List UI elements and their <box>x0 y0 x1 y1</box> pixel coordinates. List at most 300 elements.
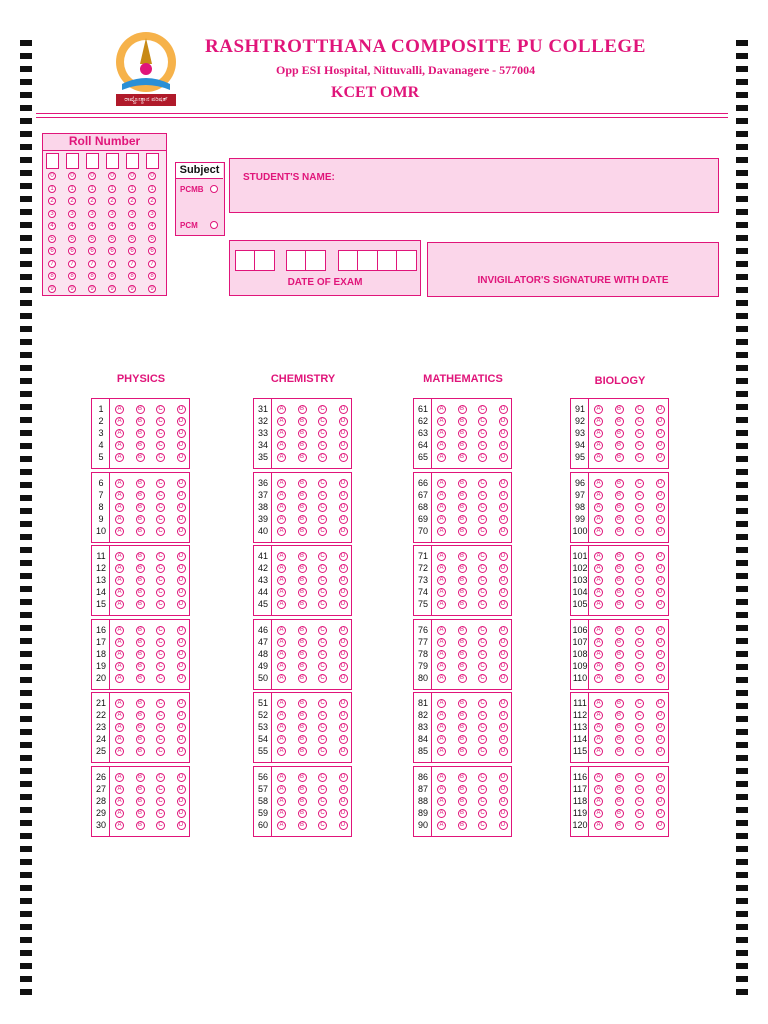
roll-digit-bubble[interactable]: 8 <box>48 272 56 280</box>
answer-bubble[interactable]: A <box>277 479 286 488</box>
answer-bubble[interactable]: C <box>478 723 487 732</box>
answer-bubble[interactable]: B <box>136 699 145 708</box>
answer-bubble[interactable]: C <box>318 564 327 573</box>
answer-bubble[interactable]: D <box>499 674 508 683</box>
answer-bubble[interactable]: A <box>277 662 286 671</box>
answer-bubble[interactable]: A <box>594 797 603 806</box>
answer-bubble[interactable]: C <box>318 809 327 818</box>
answer-bubble[interactable]: A <box>594 564 603 573</box>
answer-bubble[interactable]: B <box>298 699 307 708</box>
answer-bubble[interactable]: A <box>594 735 603 744</box>
answer-bubble[interactable]: C <box>156 773 165 782</box>
answer-bubble[interactable]: D <box>339 809 348 818</box>
answer-bubble[interactable]: D <box>656 735 665 744</box>
answer-bubble[interactable]: C <box>635 515 644 524</box>
answer-bubble[interactable]: A <box>115 405 124 414</box>
answer-bubble[interactable]: C <box>318 626 327 635</box>
roll-digit-bubble[interactable]: 4 <box>88 222 96 230</box>
roll-digit-bubble[interactable]: 7 <box>68 260 76 268</box>
answer-bubble[interactable]: D <box>656 429 665 438</box>
answer-bubble[interactable]: C <box>156 600 165 609</box>
answer-bubble[interactable]: D <box>177 773 186 782</box>
roll-digit-bubble[interactable]: 5 <box>128 235 136 243</box>
answer-bubble[interactable]: A <box>594 662 603 671</box>
answer-bubble[interactable]: C <box>478 638 487 647</box>
roll-digit-bubble[interactable]: 6 <box>128 247 136 255</box>
roll-digit-bubble[interactable]: 2 <box>48 197 56 205</box>
roll-digit-bubble[interactable]: 8 <box>88 272 96 280</box>
answer-bubble[interactable]: B <box>136 650 145 659</box>
answer-bubble[interactable]: D <box>499 576 508 585</box>
answer-bubble[interactable]: B <box>458 674 467 683</box>
answer-bubble[interactable]: D <box>339 515 348 524</box>
subject-bubble-pcmb[interactable] <box>210 185 218 193</box>
answer-bubble[interactable]: C <box>156 588 165 597</box>
answer-bubble[interactable]: C <box>478 588 487 597</box>
answer-bubble[interactable]: C <box>478 441 487 450</box>
answer-bubble[interactable]: A <box>277 699 286 708</box>
answer-bubble[interactable]: D <box>339 588 348 597</box>
answer-bubble[interactable]: C <box>318 797 327 806</box>
answer-bubble[interactable]: A <box>277 809 286 818</box>
answer-bubble[interactable]: D <box>499 417 508 426</box>
answer-bubble[interactable]: A <box>594 723 603 732</box>
answer-bubble[interactable]: A <box>277 453 286 462</box>
answer-bubble[interactable]: D <box>339 735 348 744</box>
answer-bubble[interactable]: D <box>177 821 186 830</box>
answer-bubble[interactable]: A <box>437 491 446 500</box>
answer-bubble[interactable]: D <box>656 491 665 500</box>
answer-bubble[interactable]: A <box>115 491 124 500</box>
answer-bubble[interactable]: C <box>156 503 165 512</box>
roll-digit-bubble[interactable]: 6 <box>88 247 96 255</box>
answer-bubble[interactable]: B <box>458 723 467 732</box>
answer-bubble[interactable]: C <box>635 699 644 708</box>
answer-bubble[interactable]: C <box>318 405 327 414</box>
answer-bubble[interactable]: B <box>136 638 145 647</box>
answer-bubble[interactable]: D <box>656 821 665 830</box>
roll-digit-bubble[interactable]: 8 <box>108 272 116 280</box>
answer-bubble[interactable]: D <box>656 797 665 806</box>
answer-bubble[interactable]: A <box>594 576 603 585</box>
answer-bubble[interactable]: B <box>136 821 145 830</box>
answer-bubble[interactable]: D <box>499 809 508 818</box>
answer-bubble[interactable]: C <box>635 821 644 830</box>
answer-bubble[interactable]: A <box>115 662 124 671</box>
answer-bubble[interactable]: D <box>499 600 508 609</box>
answer-bubble[interactable]: D <box>177 588 186 597</box>
answer-bubble[interactable]: D <box>339 711 348 720</box>
answer-bubble[interactable]: A <box>277 405 286 414</box>
answer-bubble[interactable]: B <box>458 773 467 782</box>
answer-bubble[interactable]: B <box>615 588 624 597</box>
answer-bubble[interactable]: A <box>115 429 124 438</box>
answer-bubble[interactable]: C <box>318 491 327 500</box>
answer-bubble[interactable]: B <box>298 773 307 782</box>
answer-bubble[interactable]: A <box>594 453 603 462</box>
answer-bubble[interactable]: D <box>177 662 186 671</box>
roll-digit-bubble[interactable]: 3 <box>68 210 76 218</box>
answer-bubble[interactable]: D <box>656 626 665 635</box>
roll-digit-bubble[interactable]: 3 <box>88 210 96 218</box>
answer-bubble[interactable]: C <box>318 821 327 830</box>
roll-digit-bubble[interactable]: 5 <box>148 235 156 243</box>
answer-bubble[interactable]: B <box>458 576 467 585</box>
answer-bubble[interactable]: B <box>615 453 624 462</box>
answer-bubble[interactable]: D <box>177 405 186 414</box>
answer-bubble[interactable]: D <box>499 503 508 512</box>
invigilator-signature-field[interactable] <box>427 242 719 297</box>
answer-bubble[interactable]: B <box>615 773 624 782</box>
answer-bubble[interactable]: A <box>437 527 446 536</box>
answer-bubble[interactable]: C <box>478 429 487 438</box>
roll-digit-bubble[interactable]: 1 <box>48 185 56 193</box>
answer-bubble[interactable]: B <box>615 723 624 732</box>
answer-bubble[interactable]: A <box>277 626 286 635</box>
answer-bubble[interactable]: A <box>437 626 446 635</box>
answer-bubble[interactable]: B <box>615 797 624 806</box>
answer-bubble[interactable]: B <box>615 638 624 647</box>
answer-bubble[interactable]: C <box>635 503 644 512</box>
answer-bubble[interactable]: D <box>499 797 508 806</box>
answer-bubble[interactable]: C <box>635 552 644 561</box>
answer-bubble[interactable]: B <box>298 747 307 756</box>
roll-digit-bubble[interactable]: 9 <box>148 285 156 293</box>
answer-bubble[interactable]: B <box>136 552 145 561</box>
answer-bubble[interactable]: D <box>177 650 186 659</box>
answer-bubble[interactable]: A <box>277 429 286 438</box>
answer-bubble[interactable]: D <box>656 785 665 794</box>
answer-bubble[interactable]: B <box>136 626 145 635</box>
roll-digit-bubble[interactable]: 0 <box>128 172 136 180</box>
answer-bubble[interactable]: A <box>115 735 124 744</box>
answer-bubble[interactable]: B <box>298 711 307 720</box>
answer-bubble[interactable]: A <box>437 453 446 462</box>
answer-bubble[interactable]: A <box>594 552 603 561</box>
answer-bubble[interactable]: A <box>115 600 124 609</box>
answer-bubble[interactable]: A <box>437 479 446 488</box>
answer-bubble[interactable]: C <box>156 564 165 573</box>
answer-bubble[interactable]: C <box>478 674 487 683</box>
answer-bubble[interactable]: C <box>156 515 165 524</box>
answer-bubble[interactable]: B <box>136 588 145 597</box>
roll-digit-bubble[interactable]: 1 <box>108 185 116 193</box>
answer-bubble[interactable]: A <box>437 650 446 659</box>
answer-bubble[interactable]: B <box>615 405 624 414</box>
answer-bubble[interactable]: C <box>156 747 165 756</box>
answer-bubble[interactable]: C <box>318 527 327 536</box>
answer-bubble[interactable]: A <box>277 747 286 756</box>
roll-digit-bubble[interactable]: 3 <box>48 210 56 218</box>
date-year-3[interactable] <box>377 250 398 271</box>
answer-bubble[interactable]: A <box>437 405 446 414</box>
answer-bubble[interactable]: A <box>115 527 124 536</box>
answer-bubble[interactable]: C <box>156 453 165 462</box>
answer-bubble[interactable]: B <box>615 527 624 536</box>
answer-bubble[interactable]: A <box>277 527 286 536</box>
answer-bubble[interactable]: B <box>458 564 467 573</box>
answer-bubble[interactable]: D <box>656 809 665 818</box>
roll-digit-bubble[interactable]: 5 <box>68 235 76 243</box>
answer-bubble[interactable]: A <box>115 626 124 635</box>
answer-bubble[interactable]: B <box>615 503 624 512</box>
roll-digit-bubble[interactable]: 6 <box>148 247 156 255</box>
answer-bubble[interactable]: C <box>318 650 327 659</box>
answer-bubble[interactable]: B <box>458 626 467 635</box>
answer-bubble[interactable]: B <box>298 453 307 462</box>
answer-bubble[interactable]: D <box>339 479 348 488</box>
answer-bubble[interactable]: D <box>656 674 665 683</box>
date-month-1[interactable] <box>286 250 307 271</box>
answer-bubble[interactable]: B <box>298 503 307 512</box>
answer-bubble[interactable]: B <box>298 515 307 524</box>
answer-bubble[interactable]: D <box>656 638 665 647</box>
answer-bubble[interactable]: C <box>635 773 644 782</box>
answer-bubble[interactable]: D <box>177 711 186 720</box>
answer-bubble[interactable]: B <box>458 491 467 500</box>
answer-bubble[interactable]: C <box>156 576 165 585</box>
roll-digit-bubble[interactable]: 9 <box>108 285 116 293</box>
answer-bubble[interactable]: C <box>318 429 327 438</box>
date-year-4[interactable] <box>396 250 417 271</box>
answer-bubble[interactable]: A <box>594 441 603 450</box>
answer-bubble[interactable]: A <box>277 600 286 609</box>
answer-bubble[interactable]: D <box>177 797 186 806</box>
answer-bubble[interactable]: C <box>318 600 327 609</box>
answer-bubble[interactable]: B <box>615 809 624 818</box>
answer-bubble[interactable]: D <box>499 650 508 659</box>
answer-bubble[interactable]: B <box>615 515 624 524</box>
answer-bubble[interactable]: C <box>318 515 327 524</box>
answer-bubble[interactable]: B <box>615 626 624 635</box>
answer-bubble[interactable]: C <box>635 405 644 414</box>
roll-digit-bubble[interactable]: 0 <box>108 172 116 180</box>
answer-bubble[interactable]: C <box>635 626 644 635</box>
answer-bubble[interactable]: B <box>615 600 624 609</box>
answer-bubble[interactable]: B <box>298 552 307 561</box>
answer-bubble[interactable]: A <box>277 552 286 561</box>
answer-bubble[interactable]: C <box>635 711 644 720</box>
answer-bubble[interactable]: C <box>635 429 644 438</box>
answer-bubble[interactable]: A <box>594 479 603 488</box>
answer-bubble[interactable]: A <box>437 699 446 708</box>
answer-bubble[interactable]: C <box>635 576 644 585</box>
answer-bubble[interactable]: B <box>615 417 624 426</box>
answer-bubble[interactable]: C <box>635 491 644 500</box>
answer-bubble[interactable]: D <box>499 429 508 438</box>
answer-bubble[interactable]: A <box>437 821 446 830</box>
answer-bubble[interactable]: A <box>437 797 446 806</box>
answer-bubble[interactable]: D <box>339 785 348 794</box>
answer-bubble[interactable]: D <box>339 674 348 683</box>
roll-digit-bubble[interactable]: 1 <box>128 185 136 193</box>
answer-bubble[interactable]: A <box>594 600 603 609</box>
answer-bubble[interactable]: D <box>499 527 508 536</box>
answer-bubble[interactable]: C <box>478 773 487 782</box>
answer-bubble[interactable]: A <box>594 711 603 720</box>
answer-bubble[interactable]: B <box>136 453 145 462</box>
roll-digit-bubble[interactable]: 6 <box>68 247 76 255</box>
answer-bubble[interactable]: A <box>437 723 446 732</box>
student-name-field[interactable] <box>229 158 719 213</box>
roll-digit-bubble[interactable]: 2 <box>68 197 76 205</box>
answer-bubble[interactable]: D <box>499 588 508 597</box>
answer-bubble[interactable]: A <box>277 723 286 732</box>
answer-bubble[interactable]: D <box>177 785 186 794</box>
answer-bubble[interactable]: D <box>499 785 508 794</box>
answer-bubble[interactable]: B <box>298 588 307 597</box>
answer-bubble[interactable]: A <box>115 821 124 830</box>
answer-bubble[interactable]: A <box>594 515 603 524</box>
answer-bubble[interactable]: C <box>635 441 644 450</box>
answer-bubble[interactable]: B <box>458 479 467 488</box>
answer-bubble[interactable]: C <box>478 626 487 635</box>
answer-bubble[interactable]: B <box>615 785 624 794</box>
answer-bubble[interactable]: D <box>499 821 508 830</box>
answer-bubble[interactable]: C <box>635 588 644 597</box>
answer-bubble[interactable]: C <box>318 711 327 720</box>
roll-digit-bubble[interactable]: 9 <box>48 285 56 293</box>
answer-bubble[interactable]: B <box>136 576 145 585</box>
answer-bubble[interactable]: A <box>115 552 124 561</box>
answer-bubble[interactable]: D <box>499 747 508 756</box>
answer-bubble[interactable]: D <box>339 441 348 450</box>
answer-bubble[interactable]: A <box>277 711 286 720</box>
answer-bubble[interactable]: A <box>277 735 286 744</box>
answer-bubble[interactable]: A <box>437 662 446 671</box>
date-day-2[interactable] <box>254 250 275 271</box>
answer-bubble[interactable]: B <box>615 735 624 744</box>
answer-bubble[interactable]: C <box>635 650 644 659</box>
answer-bubble[interactable]: B <box>615 699 624 708</box>
roll-digit-bubble[interactable]: 0 <box>88 172 96 180</box>
roll-digit-bubble[interactable]: 8 <box>128 272 136 280</box>
answer-bubble[interactable]: B <box>298 674 307 683</box>
answer-bubble[interactable]: D <box>656 453 665 462</box>
answer-bubble[interactable]: C <box>635 662 644 671</box>
answer-bubble[interactable]: B <box>298 479 307 488</box>
answer-bubble[interactable]: D <box>499 453 508 462</box>
answer-bubble[interactable]: B <box>458 417 467 426</box>
answer-bubble[interactable]: C <box>156 662 165 671</box>
roll-digit-bubble[interactable]: 2 <box>128 197 136 205</box>
answer-bubble[interactable]: B <box>458 797 467 806</box>
date-year-2[interactable] <box>357 250 378 271</box>
answer-bubble[interactable]: C <box>478 662 487 671</box>
answer-bubble[interactable]: A <box>437 564 446 573</box>
answer-bubble[interactable]: A <box>437 674 446 683</box>
answer-bubble[interactable]: B <box>136 785 145 794</box>
answer-bubble[interactable]: C <box>156 821 165 830</box>
answer-bubble[interactable]: B <box>615 674 624 683</box>
answer-bubble[interactable]: B <box>298 441 307 450</box>
answer-bubble[interactable]: D <box>656 503 665 512</box>
answer-bubble[interactable]: A <box>115 453 124 462</box>
answer-bubble[interactable]: A <box>437 576 446 585</box>
roll-digit-bubble[interactable]: 3 <box>148 210 156 218</box>
answer-bubble[interactable]: B <box>458 552 467 561</box>
answer-bubble[interactable]: C <box>635 638 644 647</box>
answer-bubble[interactable]: A <box>437 441 446 450</box>
answer-bubble[interactable]: C <box>635 600 644 609</box>
answer-bubble[interactable]: C <box>478 417 487 426</box>
answer-bubble[interactable]: C <box>478 809 487 818</box>
answer-bubble[interactable]: C <box>635 527 644 536</box>
answer-bubble[interactable]: C <box>156 797 165 806</box>
answer-bubble[interactable]: B <box>298 527 307 536</box>
answer-bubble[interactable]: A <box>594 503 603 512</box>
answer-bubble[interactable]: A <box>437 515 446 524</box>
answer-bubble[interactable]: B <box>136 503 145 512</box>
answer-bubble[interactable]: A <box>437 747 446 756</box>
answer-bubble[interactable]: A <box>115 747 124 756</box>
answer-bubble[interactable]: D <box>339 662 348 671</box>
answer-bubble[interactable]: A <box>115 479 124 488</box>
answer-bubble[interactable]: B <box>298 491 307 500</box>
answer-bubble[interactable]: B <box>458 405 467 414</box>
answer-bubble[interactable]: A <box>115 711 124 720</box>
answer-bubble[interactable]: A <box>437 735 446 744</box>
answer-bubble[interactable]: C <box>478 479 487 488</box>
answer-bubble[interactable]: D <box>339 723 348 732</box>
answer-bubble[interactable]: C <box>635 723 644 732</box>
answer-bubble[interactable]: B <box>136 417 145 426</box>
answer-bubble[interactable]: D <box>339 797 348 806</box>
answer-bubble[interactable]: D <box>177 809 186 818</box>
answer-bubble[interactable]: D <box>656 417 665 426</box>
answer-bubble[interactable]: B <box>136 735 145 744</box>
answer-bubble[interactable]: B <box>298 576 307 585</box>
answer-bubble[interactable]: B <box>298 785 307 794</box>
answer-bubble[interactable]: A <box>277 650 286 659</box>
answer-bubble[interactable]: B <box>298 638 307 647</box>
answer-bubble[interactable]: C <box>156 723 165 732</box>
answer-bubble[interactable]: C <box>635 453 644 462</box>
answer-bubble[interactable]: B <box>458 453 467 462</box>
answer-bubble[interactable]: A <box>277 491 286 500</box>
answer-bubble[interactable]: D <box>339 503 348 512</box>
answer-bubble[interactable]: B <box>458 699 467 708</box>
answer-bubble[interactable]: B <box>136 711 145 720</box>
answer-bubble[interactable]: B <box>458 441 467 450</box>
answer-bubble[interactable]: D <box>339 405 348 414</box>
answer-bubble[interactable]: C <box>156 417 165 426</box>
roll-digit-bubble[interactable]: 4 <box>108 222 116 230</box>
answer-bubble[interactable]: C <box>635 479 644 488</box>
answer-bubble[interactable]: C <box>156 626 165 635</box>
answer-bubble[interactable]: A <box>115 564 124 573</box>
answer-bubble[interactable]: D <box>177 441 186 450</box>
answer-bubble[interactable]: A <box>277 417 286 426</box>
answer-bubble[interactable]: D <box>339 429 348 438</box>
answer-bubble[interactable]: B <box>458 503 467 512</box>
roll-digit-bubble[interactable]: 4 <box>68 222 76 230</box>
roll-digit-bubble[interactable]: 2 <box>108 197 116 205</box>
roll-digit-bubble[interactable]: 8 <box>68 272 76 280</box>
answer-bubble[interactable]: D <box>656 723 665 732</box>
answer-bubble[interactable]: B <box>136 797 145 806</box>
answer-bubble[interactable]: B <box>458 821 467 830</box>
roll-digit-bubble[interactable]: 9 <box>128 285 136 293</box>
roll-digit-box[interactable] <box>126 153 139 169</box>
roll-digit-bubble[interactable]: 0 <box>68 172 76 180</box>
answer-bubble[interactable]: D <box>177 503 186 512</box>
answer-bubble[interactable]: A <box>115 797 124 806</box>
answer-bubble[interactable]: D <box>656 552 665 561</box>
answer-bubble[interactable]: A <box>277 441 286 450</box>
answer-bubble[interactable]: B <box>458 429 467 438</box>
answer-bubble[interactable]: A <box>277 503 286 512</box>
